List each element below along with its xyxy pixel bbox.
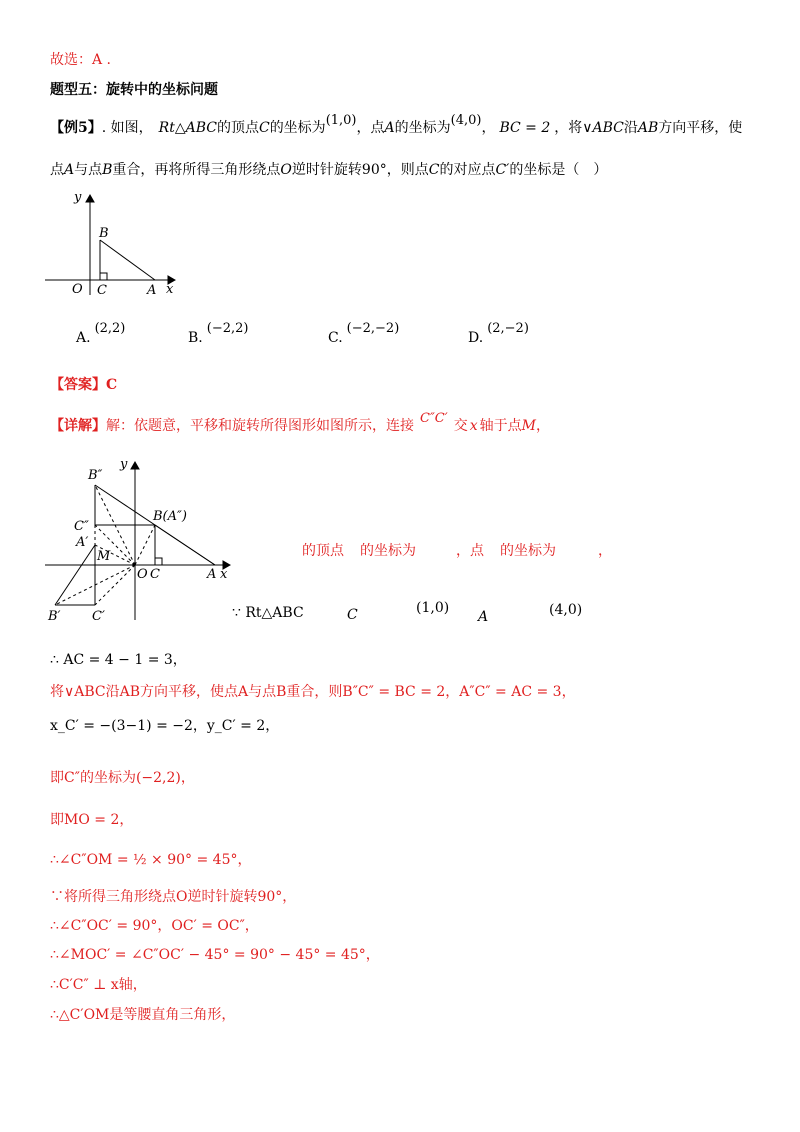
step-11: ∴△C′OM是等腰直角三角形，	[50, 1007, 236, 1023]
step-6: ∴∠C″OM = ½ × 90° = 45°，	[50, 852, 252, 868]
x-axis-label: x	[166, 282, 174, 297]
step-8: ∴∠C″OC′ = 90°，OC′ = OC″，	[50, 918, 259, 934]
option-a[interactable]: A.(2,2)	[76, 321, 126, 346]
point-b-label: B	[99, 226, 109, 241]
step-4: 即C″的坐标为(−2,2)，	[50, 770, 195, 786]
side-a: A	[478, 609, 489, 625]
fig2-a-label: A	[207, 567, 217, 582]
section-title: 题型五：旋转中的坐标问题	[50, 82, 218, 98]
question-line-1: 【例5】. 如图， Rt△ABC的顶点C的坐标为(1,0)，点A的坐标为(4,0)， BC = 2 ，将∨ABC沿AB方向平移，使	[50, 113, 743, 136]
fig2-x-label: x	[220, 567, 228, 582]
detail-tag: 【详解】	[50, 418, 106, 434]
option-d[interactable]: D.(2,−2)	[468, 321, 529, 346]
fig2-c-label: C	[150, 567, 160, 582]
step-9: ∴∠MOC′ = ∠C″OC′ − 45° = 90° − 45° = 45°，	[50, 947, 380, 963]
fig2-c1-label: C′	[92, 609, 105, 624]
side-c: C	[347, 607, 358, 623]
previous-answer: 故选：A .	[50, 52, 112, 68]
option-c[interactable]: C.(−2,−2)	[328, 321, 400, 346]
side-row-1: 的顶点 的坐标为 ，点 的坐标为 ，	[302, 543, 612, 559]
side-row-2: ∵ Rt△ABC	[232, 605, 304, 621]
option-b[interactable]: B.(−2,2)	[188, 321, 249, 346]
fig2-b-a2-label: B(A″)	[153, 509, 187, 524]
fig2-b1-label: B′	[48, 609, 61, 624]
fig2-a1-label: A′	[76, 535, 89, 550]
step-10: ∴C′C″ ⊥ x轴，	[50, 977, 147, 993]
side-a-coord: (4,0)	[549, 602, 583, 618]
detail-line: 【详解】解：依题意，平移和旋转所得图形如图所示，连接 C″C′ 交 x 轴于点M，	[50, 411, 550, 434]
answer-line	[50, 375, 117, 395]
side-c-coord: (1,0)	[416, 600, 450, 616]
fig2-b2-label: B″	[88, 468, 103, 483]
y-axis-label: y	[74, 190, 82, 205]
step-7: ∵将所得三角形绕点O逆时针旋转90°，	[50, 889, 297, 905]
point-a-label: A	[147, 283, 157, 298]
figure-1	[40, 185, 190, 300]
origin-label: O	[72, 282, 83, 297]
example-tag: 【例5】	[50, 120, 102, 136]
fig2-origin-label: O	[137, 567, 148, 582]
step-3: x_C′ = −(3−1) = −2，y_C′ = 2，	[50, 718, 280, 734]
fig2-y-label: y	[120, 457, 128, 472]
question-line-2: 点A与点B重合，再将所得三角形绕点O逆时针旋转90°，则点C的对应点C′的坐标是（ ）	[50, 162, 608, 178]
figure-2	[40, 450, 240, 625]
fig2-m-label: M	[97, 549, 111, 564]
step-2: 将∨ABC沿AB方向平移，使点A与点B重合，则B″C″ = BC = 2，A″C″ = AC = 3，	[50, 684, 576, 700]
step-1: ∴ AC = 4 − 1 = 3，	[50, 652, 187, 668]
step-5: 即MO = 2，	[50, 812, 134, 828]
answer-value: C	[106, 377, 118, 393]
answer-tag: 【答案】	[50, 377, 106, 393]
fig2-c2-label: C″	[74, 519, 89, 534]
point-c-label: C	[97, 283, 107, 298]
